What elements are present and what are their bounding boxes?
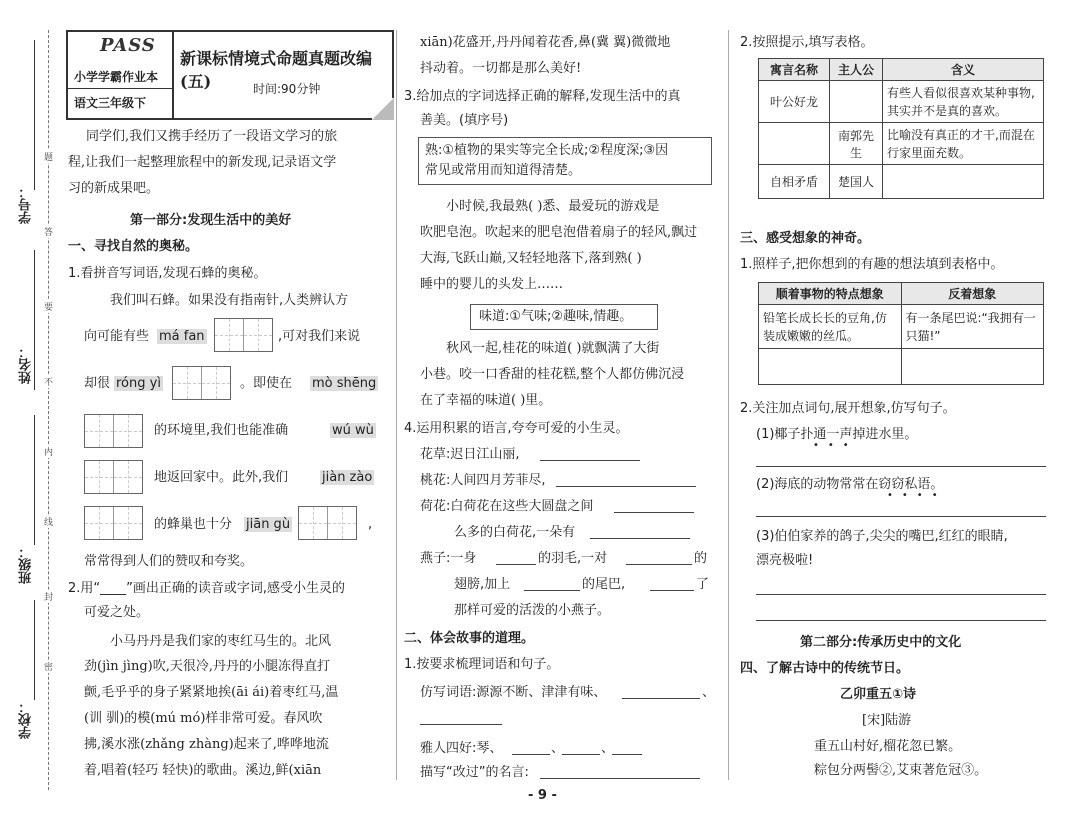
divider [68,88,172,89]
definition-line: 熟:①植物的果实等完全长成;②程度深;③因 [425,143,669,158]
passage-line[interactable]: (训 驯)的模(mú mó)样非常可爱。春风吹 [84,711,323,726]
header-box [66,30,394,120]
section-heading: 二、体会故事的道理。 [404,631,535,646]
binding-line [34,40,35,190]
seal-mark: 线 [43,515,54,528]
table-cell: 有一条尾巴说:“我拥有一只猫!” [901,305,1044,349]
table-header: 反着想象 [901,283,1044,305]
passage-text: 却很 [84,376,111,391]
intro-line: 程,让我们一起整理旅程中的新发现,记录语文学 [68,155,337,170]
question-stem: 4.运用积累的语言,夸夸可爱的小生灵。 [404,421,629,436]
passage-line[interactable]: 小时候,我最熟( )悉、最爱玩的游戏是 [446,199,660,214]
table-header: 含义 [883,59,1044,81]
passage-text: 的环境里,我们也能准确 [154,423,289,438]
passage-line[interactable]: 小马丹丹是我们家的枣红马生的。北风 [110,634,332,649]
seal-mark: 答 [43,225,54,238]
passage-text: 的蜂巢也十分 [154,517,233,532]
part2-title: 第二部分:传承历史中的文化 [800,635,962,650]
separator: 、 [551,741,565,756]
answer-blank[interactable] [590,538,690,539]
table-header: 主人公 [830,59,883,81]
passage-text: 地返回家中。此外,我们 [154,470,289,485]
answer-blank[interactable] [622,698,700,699]
answer-blank[interactable] [614,512,694,513]
fill-line-label: 的羽毛,一对 [538,551,608,566]
passage-text: , [368,517,373,532]
definition-box [470,304,658,330]
table-cell: 比喻没有真正的才干,而混在行家里面充数。 [883,123,1044,165]
passage-line: 我们叫石蜂。如果没有指南针,人类辨认方 [110,293,349,308]
passage-line[interactable]: 颤,毛乎乎的身子紧紧地挨(āi ái)着枣红马,温 [84,685,339,700]
passage-text: 向可能有些 [84,329,150,344]
intro-line: 同学们,我们又携手经历了一段语文学习的旅 [86,129,338,144]
definition-line: 常见或常用而知道得清楚。 [425,163,582,178]
answer-blank[interactable] [756,620,1046,621]
answer-grid[interactable] [84,414,143,448]
seal-mark: 密 [43,660,54,673]
seal-mark: 题 [43,150,54,163]
intro-line: 习的新成果吧。 [68,181,160,196]
fill-line-label: 么多的白荷花,一朵有 [454,525,576,540]
answer-blank[interactable] [540,778,700,779]
section-heading: 三、感受想象的神奇。 [740,231,871,246]
answer-cell[interactable] [759,123,830,165]
definition-box [418,137,712,185]
student-id-label: 学号： [19,185,34,224]
fill-line-label: 的尾巴, [582,577,626,592]
answer-blank[interactable] [496,564,536,565]
answer-grid[interactable] [172,366,231,400]
answer-blank[interactable] [650,590,694,591]
table-header: 顺着事物的特点想象 [759,283,902,305]
answer-grid[interactable] [84,506,143,540]
passage-line[interactable]: 秋风一起,桂花的味道( )就飘满了大街 [446,341,660,356]
fill-line-label: 了 [696,577,710,592]
answer-blank[interactable] [626,564,692,565]
header-brand [68,32,174,118]
seal-mark: 不 [43,375,54,388]
part1-title: 第一部分:发现生活中的美好 [130,213,292,228]
table-cell: 有些人看似很喜欢某种事物,其实并不是真的喜欢。 [883,81,1044,123]
answer-blank[interactable] [420,724,502,725]
fill-line-label: 那样可爱的活泼的小燕子。 [454,603,611,618]
answer-blank[interactable] [562,754,600,755]
answer-blank[interactable] [756,466,1046,467]
passage-text: 。即使在 [240,376,293,391]
fill-line-label: 花草:迟日江山丽, [420,447,520,462]
answer-blank[interactable] [756,516,1046,517]
answer-blank[interactable] [756,594,1046,595]
seal-line [48,30,49,790]
passage-line[interactable]: 在了幸福的味道( )里。 [420,393,552,408]
series-name: 小学学霸作业本 [74,70,159,84]
pinyin-hint: wú wù [332,423,374,438]
sentence-item: (3)伯伯家养的鸽子,尖尖的嘴巴,红红的眼睛, [756,529,1008,544]
table-header: 寓言名称 [759,59,830,81]
sentence-item: 漂亮极啦! [756,553,814,568]
section-heading: 一、寻找自然的奥秘。 [68,239,199,254]
passage-line: 常常得到人们的赞叹和夸奖。 [84,554,254,569]
table-cell: 铅笔长成长长的豆角,仿装成嫩嫩的丝瓜。 [759,305,902,349]
page-number: - 9 - [528,788,557,803]
fill-line-label: 的 [694,551,708,566]
table-cell: 南郭先生 [830,123,883,165]
question-stem: 2.用“____”画出正确的读音或字词,感受小生灵的 [68,581,346,596]
fill-line-label: 桃花:人间四月芳菲尽, [420,473,546,488]
poem-line: 粽包分两髻②,艾束著危冠③。 [814,763,988,778]
school-label: 学校： [19,700,34,739]
pass-logo: PASS [100,35,156,56]
fill-line-label: 雅人四好:琴、 [420,741,503,756]
passage-line: 吹肥皂泡。吹起来的肥皂泡借着扇子的轻风,飘过 [420,225,698,240]
poem-line: 重五山村好,榴花忽已繁。 [814,739,962,754]
passage-line: 睡中的婴儿的头发上…… [420,277,564,292]
imagination-table [758,282,1044,385]
page-fold-icon [372,98,394,120]
poem-title: 乙卯重五①诗 [840,687,917,702]
answer-blank[interactable] [612,754,642,755]
answer-blank[interactable] [524,590,580,591]
emphasis-dots: •••• [887,490,947,501]
question-stem: 善美。(填序号) [420,113,509,128]
section-heading: 四、了解古诗中的传统节日。 [740,661,910,676]
poem-author: [宋]陆游 [862,713,912,728]
table-cell: 叶公好龙 [759,81,830,123]
pinyin-hint: jiān gù [246,517,291,532]
fill-line-label: 荷花:白荷花在这些大圆盘之间 [420,499,594,514]
fill-line-label: 燕子:一身 [420,551,477,566]
passage-line[interactable]: 劲(jìn jìng)吹,天很冷,丹丹的小腿冻得直打 [84,659,330,674]
page-title: 新课标情境式命题真题改编(五) [180,49,373,91]
question-stem: 3.给加点的字词选择正确的解释,发现生活中的真 [404,89,681,104]
seal-mark: 封 [43,590,54,603]
answer-blank[interactable] [556,486,696,487]
sentence-item: (2)海底的动物常常在窃窃私语。 [756,477,944,492]
question-stem: 2.关注加点词句,展开想象,仿写句子。 [740,401,956,416]
question-stem: 1.照样子,把你想到的有趣的想法填到表格中。 [740,257,1004,272]
passage-line[interactable]: xiān)花盛开,丹丹闻着花香,鼻(冀 翼)微微地 [420,35,671,50]
passage-line[interactable]: 拂,溪水涨(zhǎng zhàng)起来了,哗哗地流 [84,737,329,752]
answer-cell[interactable] [830,81,883,123]
fill-line-label: 描写“改过”的名言: [420,765,529,780]
answer-cell[interactable] [901,349,1044,385]
answer-cell[interactable] [883,165,1044,199]
question-stem: 1.按要求梳理词语和句子。 [404,657,560,672]
question-stem: 2.按照提示,填写表格。 [740,35,874,50]
pinyin-hint: jiàn zào [322,470,373,485]
passage-line: 抖动着。一切都是那么美好! [420,61,582,76]
passage-line[interactable]: 着,唱着(轻巧 轻快)的歌曲。溪边,鲜(xiān [84,763,322,778]
fill-line-label: 仿写词语:源源不断、津津有味、 [420,685,607,700]
answer-grid[interactable] [84,460,143,494]
sentence-item: (1)椰子扑通一声掉进水里。 [756,427,918,442]
emphasis-dots: ••• [813,440,858,451]
seal-mark: 内 [43,445,54,458]
question-stem: 1.看拼音写词语,发现石蜂的奥秘。 [68,266,267,281]
column-divider [728,30,729,780]
binding-line [34,600,35,700]
pinyin-hint: má fan [159,329,205,344]
passage-line[interactable]: 大海,飞跃山巅,又轻轻地落下,落到熟( ) [420,251,642,266]
time-limit: 时间:90分钟 [253,82,321,96]
answer-blank[interactable] [540,460,640,461]
name-label: 姓名： [19,345,34,384]
answer-cell[interactable] [759,349,902,385]
pinyin-hint: róng yì [116,376,161,391]
separator: 、 [601,741,615,756]
answer-blank[interactable] [512,754,550,755]
table-cell: 楚国人 [830,165,883,199]
pinyin-hint: mò shēng [312,376,377,391]
passage-line: 小巷。咬一口香甜的桂花糕,整个人都仿佛沉浸 [420,367,685,382]
answer-grid[interactable] [214,318,273,352]
passage-text: ,可对我们来说 [278,329,361,344]
binding-line [34,415,35,545]
fill-line-label: 翅膀,加上 [454,577,511,592]
column-divider [396,30,397,780]
definition-line: 味道:①气味;②趣味,情趣。 [479,309,633,324]
seal-mark: 要 [43,300,54,313]
grade-label: 语文三年级下 [74,96,147,110]
answer-grid[interactable] [298,506,357,540]
table-cell: 自相矛盾 [759,165,830,199]
binding-margin [0,0,60,817]
separator: 、 [702,685,716,700]
question-stem: 可爱之处。 [84,605,150,620]
fable-table [758,58,1044,199]
class-label: 班级： [19,545,34,584]
